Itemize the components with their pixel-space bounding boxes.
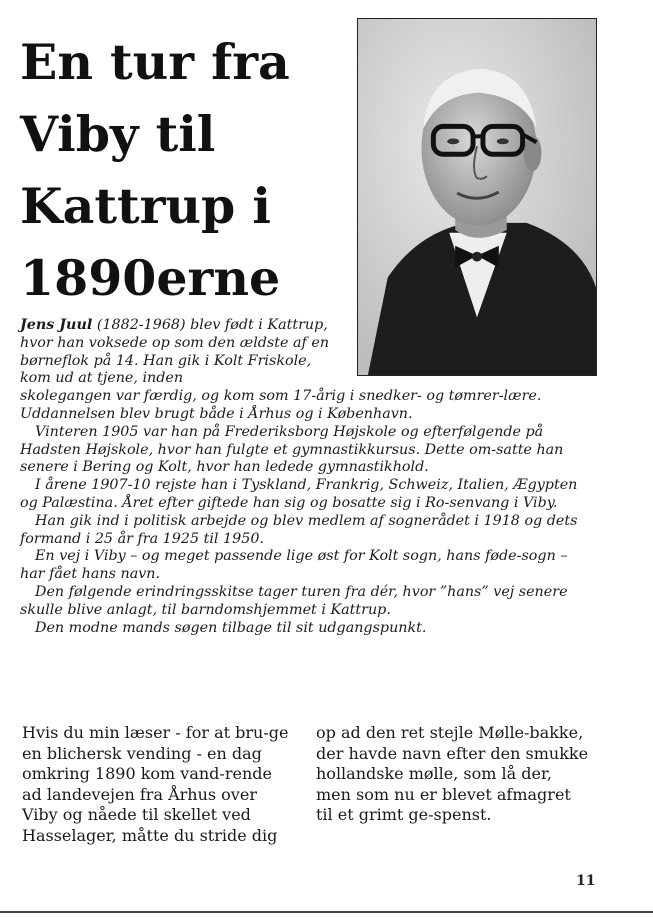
intro-paragraph-4: Han gik ind i politisk arbejde og blev medlem af sognerådet i 1918 og dets formand i 25 år fra 1925 til 1950.: [20, 512, 578, 547]
article-title: [20, 26, 350, 314]
intro-paragraph-6: Den følgende erindringsskitse tager turen fra dér, hvor ”hans” vej senere skulle blive anlagt, til barndomshjemmet i Kattrup.: [20, 583, 568, 618]
body-text: [22, 723, 590, 846]
intro-paragraph-3: I årene 1907-10 rejste han i Tyskland, Frankrig, Schweiz, Italien, Ægypten og Palæstina. Året efter giftede han sig og bosatte sig i Ro-senvang i Viby.: [20, 477, 578, 511]
bottom-divider: [0, 911, 653, 913]
intro-paragraph-1-continued: skolegangen var færdig, og kom som 17-årig i snedker- og tømrer-lære. Uddannelsen blev brugt både i Århus og i København.: [20, 388, 542, 422]
intro-paragraph-7: Den modne mands søgen tilbage til sit udgangspunkt.: [35, 619, 427, 636]
title-line-1: En tur fra: [20, 33, 290, 91]
intro-paragraph-1-text: (1882-1968) blev født i Kattrup, hvor han voksede op som den ældste af en børneflok på 14. Han gik i Kolt Friskole, kom ud at tjene, inden: [20, 317, 330, 387]
title-line-2: Viby til: [20, 105, 216, 163]
intro-paragraph-2: Vinteren 1905 var han på Frederiksborg Højskole og efterfølgende på Hadsten Højskole, hvor han fulgte et gymnastikkursus. Dette om-satte han senere i Bering og Kolt, hvor han ledede gymnastikhold.: [20, 423, 564, 476]
title-line-4: 1890erne: [20, 249, 281, 307]
intro-text: [20, 317, 590, 637]
body-paragraph: Hvis du min læser - for at bru-ge en blichersk vending - en dag omkring 1890 kom vand-rende ad landevejen fra Århus over Viby og nåede til skellet ved Hasselager, måtte du stride dig op ad den ret stejle Mølle-bakke, der havde navn efter den smukke hollandske mølle, som lå der, men som nu er blevet afmagret til et grimt ge-spenst.: [22, 723, 589, 845]
intro-paragraph-5: En vej i Viby – og meget passende lige øst for Kolt sogn, hans føde-sogn – har fået hans navn.: [20, 548, 568, 583]
page-number: 11: [576, 873, 596, 889]
title-line-3: Kattrup i: [20, 177, 271, 235]
intro-paragraph-1: [20, 317, 338, 388]
person-name: Jens Juul: [20, 317, 93, 333]
